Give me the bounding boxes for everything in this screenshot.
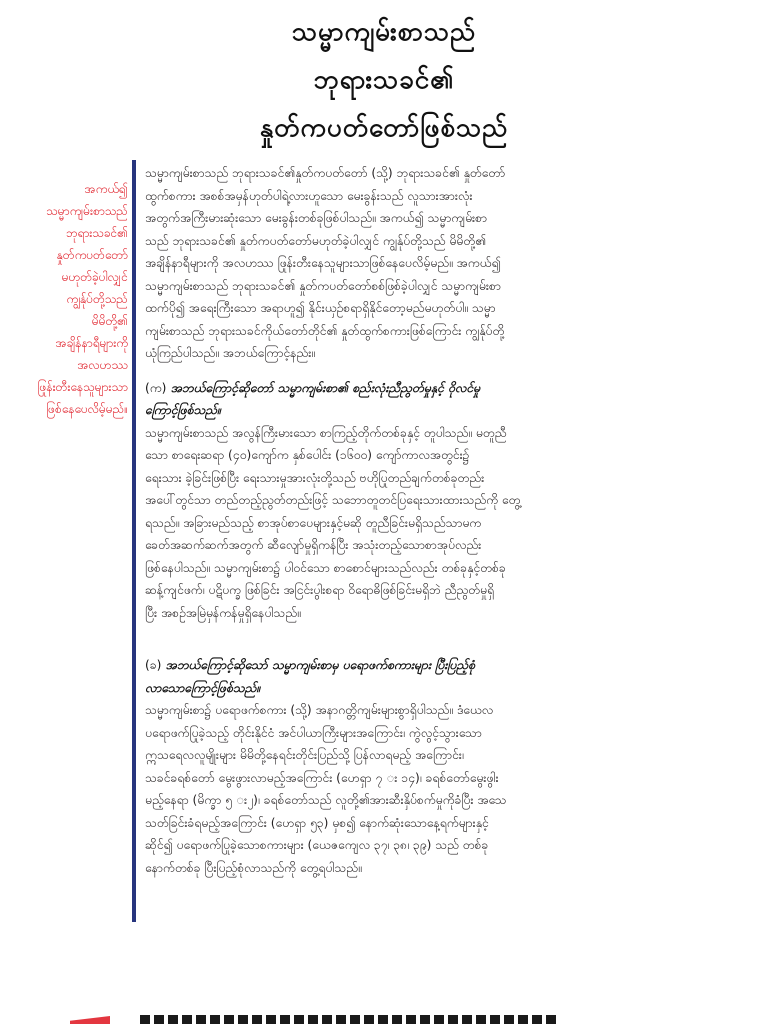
pull-quote-line: နှုတ်ကပတ်တော် [56, 248, 128, 262]
page-title [0, 8, 768, 152]
pull-quote [4, 178, 128, 420]
cut-off-text [140, 1015, 560, 1024]
text-line: အတွက်အကြီးမားဆုံးသော မေးခွန်းတစ်ခုဖြစ်ပါသည်။ အကယ်၍ သမ္မာကျမ်းစာ [145, 211, 488, 225]
text-line: ပြီး အစဉ်အမြဲမှန်ကန်မှုရှိနေပါသည်။ [145, 605, 301, 620]
text-line: နောက်တစ်ခု ပြီးပြည့်စုံလာသည်ကို တွေ့ရပါသည်။ [145, 860, 362, 875]
vertical-rule [132, 160, 136, 922]
text-line: မည့်နေရာ (မိက္ခာ ၅ း၂)၊ ခရစ်တော်သည် လူတို့၏အားဆီးနှိပ်စက်မှုကိုခံပြီး အသေ [145, 793, 507, 807]
text-line: ထွက်စကား အစစ်အမှန်ဟုတ်ပါရဲ့လားဟူသော မေးခွန်းသည် လူသားအားလုံး [145, 188, 473, 203]
section-number: (ခ) [145, 658, 162, 672]
heading-line: ကြောင့်ဖြစ်သည်။ [145, 403, 221, 417]
text-line: အပေါ်တွင်သာ တည်တည့်ညွတ်တည်းဖြင့် သဘောတူတင်ပြရေးသားထားသည်ကို တွေ့ [145, 493, 521, 507]
pull-quote-line: အကယ်၍ [84, 182, 128, 196]
pull-quote-line: ကျွန်ုပ်တို့သည် [66, 292, 128, 306]
section-number: (က) [145, 380, 167, 395]
text-line: ရသည်။ အခြားမည်သည့် စာအုပ်စာပေများနှင့်မဆို တူညီခြင်းမရှိသည်သာမက [145, 515, 482, 530]
text-line: ဆိုင်၍ ပရောဖက်ပြုခဲ့သောစကားများ (ယေဇကျေလ ၃၇၊ ၃၈၊ ၃၉) သည် တစ်ခု [145, 838, 489, 852]
heading-line: အဘယ်ကြောင့်ဆိုတော် သမ္မာကျမ်းစာ၏ စည်းလုံးညီညွတ်မှုနှင့် ဝိုလင်မှု [170, 380, 481, 395]
intro-paragraph [145, 162, 735, 365]
section-b-body [145, 699, 735, 879]
red-accent [70, 1016, 110, 1024]
pull-quote-line: ဘုရားသခင်၏ [65, 226, 128, 240]
title-line-2: ဘုရားသခင်၏ [313, 65, 455, 95]
text-line: ခေတ်အဆက်ဆက်အတွက် ဆီလျော်မှုရှိကန်ပြီး အသုံးတည့်သောစာအုပ်လည်း [145, 538, 482, 552]
section-a-body [145, 422, 735, 625]
text-line: ဣသရေလလူမျိုးများ မိမိတို့နေရင်းတိုင်းပြည်သို့ ပြန်လာရမည့် အကြောင်း၊ [145, 748, 464, 762]
heading-line: အဘယ်ကြောင့်ဆိုသော် သမ္မာကျမ်းစာမှ ပရောဖက်စကားများ ပြီးပြည့်စုံ [165, 658, 476, 672]
text-line: ဖြစ်နေပါသည်။ သမ္မာကျမ်းစာ၌ ပါဝင်သော စာစောင်များသည်လည်း တစ်ခုနှင့်တစ်ခု [145, 560, 506, 575]
article-body [145, 162, 735, 879]
pull-quote-line: ဖြုန်းတီးနေသူများသာ [37, 380, 128, 394]
text-line: ရေးသား ခဲ့ခြင်းဖြစ်ပြီး ရေးသားမှုအားလုံးတို့သည် ဗဟိုပြုတည်ချက်တစ်ခုတည်း [145, 470, 485, 485]
text-line: သခင်ခရစ်တော် မွေးဖွားလာမည့်အကြောင်း (ဟေရှာ ၇ း ၁၄)၊ ခရစ်တော်မွေးဖွါး [145, 770, 499, 785]
next-page-teaser [0, 1012, 768, 1024]
pull-quote-line: အချိန်နာရီများကို [55, 336, 128, 350]
title-line-1: သမ္မာကျမ်းစာသည် [291, 17, 477, 47]
section-b-heading [145, 654, 735, 699]
text-line: သည် ဘုရားသခင်၏ နှုတ်ကပတ်တော်မဟုတ်ခဲ့ပါလျှင် ကျွန်ုပ်တို့သည် မိမိတို့၏ [145, 233, 486, 248]
text-line: ယုံကြည်ပါသည်။ အဘယ်ကြောင့်နည်း။ [145, 346, 316, 360]
pull-quote-line: အလဟဿ [77, 358, 128, 372]
section-a-heading [145, 377, 735, 422]
text-line: ပရောဖက်ပြုခဲ့သည့် တိုင်းနိုင်ငံ အင်ပါယာကြီးများအကြောင်း၊ ကွဲလွင့်သွားသော [145, 725, 482, 740]
heading-line: လာသောကြောင့်ဖြစ်သည်။ [145, 680, 261, 695]
text-line: သမ္မာကျမ်းစာ၌ ပရောဖက်စကား (သို့) အနာဂတ္တိကျမ်းများစွာရှိပါသည်။ ဒံယေလ [145, 703, 494, 717]
text-line: သမ္မာကျမ်းစာသည် အလွန်ကြီးမားသော စာကြည့်တိုက်တစ်ခုနှင့် တူပါသည်။ မတူညီ [145, 425, 507, 440]
text-line: သတ်ခြင်းခံရမည့်အကြောင်း (ဟေရှာ ၅၃) မှစ၍ နောက်ဆုံးသောနေ့ရက်များနှင့် [145, 815, 489, 830]
section-b [145, 654, 735, 879]
text-line: သော စာရေးဆရာ (၄၀)ကျော်က နှစ်ပေါင်း (၁၆၀၀) ကျော်ကာလအတွင်း၌ [145, 448, 470, 462]
text-line: ထက်ပို၍ အရေးကြီးသော အရာဟူ၍ နိုင်းယှဉ်စရာရှိနိုင်တော့မည်မဟုတ်ပါ။ သမ္မာ [145, 301, 496, 315]
pull-quote-line: သမ္မာကျမ်းစာသည် [46, 204, 128, 218]
text-line: ကျမ်းစာသည် ဘုရားသခင်ကိုယ်တော်တိုင်၏ နှုတ်ထွက်စကားဖြစ်ကြောင်း ကျွန်ုပ်တို့ [145, 323, 505, 338]
title-line-3: နှုတ်ကပတ်တော်ဖြစ်သည် [259, 113, 509, 143]
text-line: အချိန်နာရီများကို အလဟဿ ဖြုန်းတီးနေသူများသာဖြစ်နေပေလိမ့်မည်။ အကယ်၍ [145, 256, 501, 270]
pull-quote-line: မိမိတို့၏ [91, 314, 128, 328]
text-line: ဆန့်ကျင်ဖက်၊ ပဋိပက္ခ ဖြစ်ခြင်း အငြင်းပွါးစရာ ဝိရောဓိဖြစ်ခြင်းမရှိဘဲ ညီညွတ်မှုရှိ [145, 583, 495, 597]
pull-quote-line: ဖြစ်နေပေလိမ့်မည်။ [46, 402, 128, 416]
pull-quote-line: မဟုတ်ခဲ့ပါလျှင် [61, 270, 128, 284]
section-a [145, 377, 735, 625]
text-line: သမ္မာကျမ်းစာသည် ဘုရားသခင်၏ နှုတ်ကပတ်တော်စစ်ဖြစ်ခဲ့ပါလျှင် သမ္မာကျမ်းစာ [145, 278, 501, 293]
text-line: သမ္မာကျမ်းစာသည် ဘုရားသခင်၏နှုတ်ကပတ်တော် (သို့) ဘုရားသခင်၏ နှုတ်တော် [145, 166, 506, 180]
